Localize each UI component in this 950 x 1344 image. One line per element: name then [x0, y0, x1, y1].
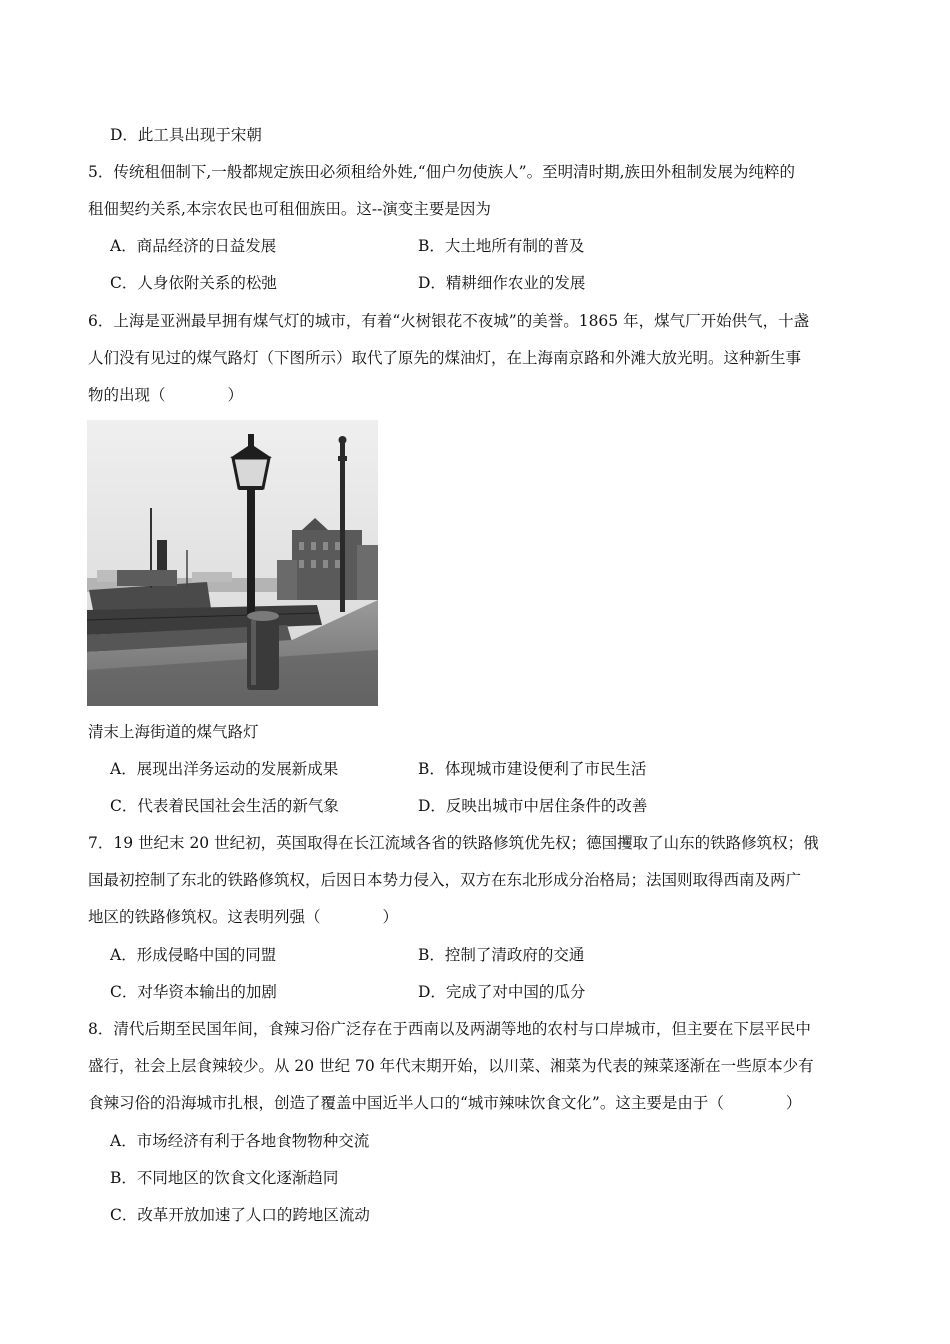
q8-stem-line-3: 食辣习俗的沿海城市扎根，创造了覆盖中国近半人口的“城市辣味饮食文化”。这主要是由于（ ）	[88, 1094, 802, 1112]
q7-stem-line-2: 国最初控制了东北的铁路修筑权，后因日本势力侵入，双方在东北形成分治格局；法国则取得西南及两广	[88, 871, 802, 889]
q5-option-d: D．精耕细作农业的发展	[418, 274, 586, 292]
q6-stem-line-3: 物的出现（ ）	[88, 386, 244, 404]
q7-stem-line-1: 7．19 世纪末 20 世纪初，英国取得在长江流域各省的铁路修筑优先权；德国攫取了山东的铁路修筑权；俄	[88, 834, 819, 852]
q8-stem-line-1: 8．清代后期至民国年间，食辣习俗广泛存在于西南以及两湖等地的农村与口岸城市，但主要在下层平民中	[88, 1020, 811, 1038]
q8-option-c: C．改革开放加速了人口的跨地区流动	[110, 1206, 370, 1224]
q6-option-a: A．展现出洋务运动的发展新成果	[110, 760, 339, 778]
q8-option-a: A．市场经济有利于各地食物物种交流	[110, 1132, 370, 1150]
q7-option-d: D．完成了对中国的瓜分	[418, 983, 586, 1001]
q7-option-b: B．控制了清政府的交通	[418, 946, 585, 964]
gas-street-lamp-photo	[87, 420, 378, 706]
q8-option-b: B．不同地区的饮食文化逐渐趋同	[110, 1169, 339, 1187]
q7-stem-line-3: 地区的铁路修筑权。这表明列强（ ）	[88, 908, 399, 926]
q5-option-b: B．大土地所有制的普及	[418, 237, 585, 255]
q6-option-d: D．反映出城市中居住条件的改善	[418, 797, 648, 815]
q7-option-c: C．对华资本输出的加剧	[110, 983, 277, 1001]
q4-option-d: D．此工具出现于宋朝	[110, 126, 262, 144]
q5-option-c: C．人身依附关系的松弛	[110, 274, 277, 292]
photo-caption: 清末上海街道的煤气路灯	[88, 723, 259, 741]
q5-stem-line-1: 5．传统租佃制下,一般都规定族田必须租给外姓,“佃户勿使族人”。至明清时期,族田外租制发展为纯粹的	[88, 163, 795, 181]
q6-stem-line-2: 人们没有见过的煤气路灯（下图所示）取代了原先的煤油灯，在上海南京路和外滩大放光明。这种新生事	[88, 349, 802, 367]
q5-option-a: A．商品经济的日益发展	[110, 237, 277, 255]
q6-stem-line-1: 6．上海是亚洲最早拥有煤气灯的城市，有着“火树银花不夜城”的美誉。1865 年，煤气厂开始供气，十盏	[88, 312, 810, 330]
q5-stem-line-2: 租佃契约关系,本宗农民也可租佃族田。这--演变主要是因为	[88, 200, 491, 218]
q7-option-a: A．形成侵略中国的同盟	[110, 946, 277, 964]
q6-option-b: B．体现城市建设便利了市民生活	[418, 760, 647, 778]
q8-stem-line-2: 盛行，社会上层食辣较少。从 20 世纪 70 年代末期开始，以川菜、湘菜为代表的辣菜逐渐在一些原本少有	[88, 1057, 814, 1075]
q6-option-c: C．代表着民国社会生活的新气象	[110, 797, 339, 815]
